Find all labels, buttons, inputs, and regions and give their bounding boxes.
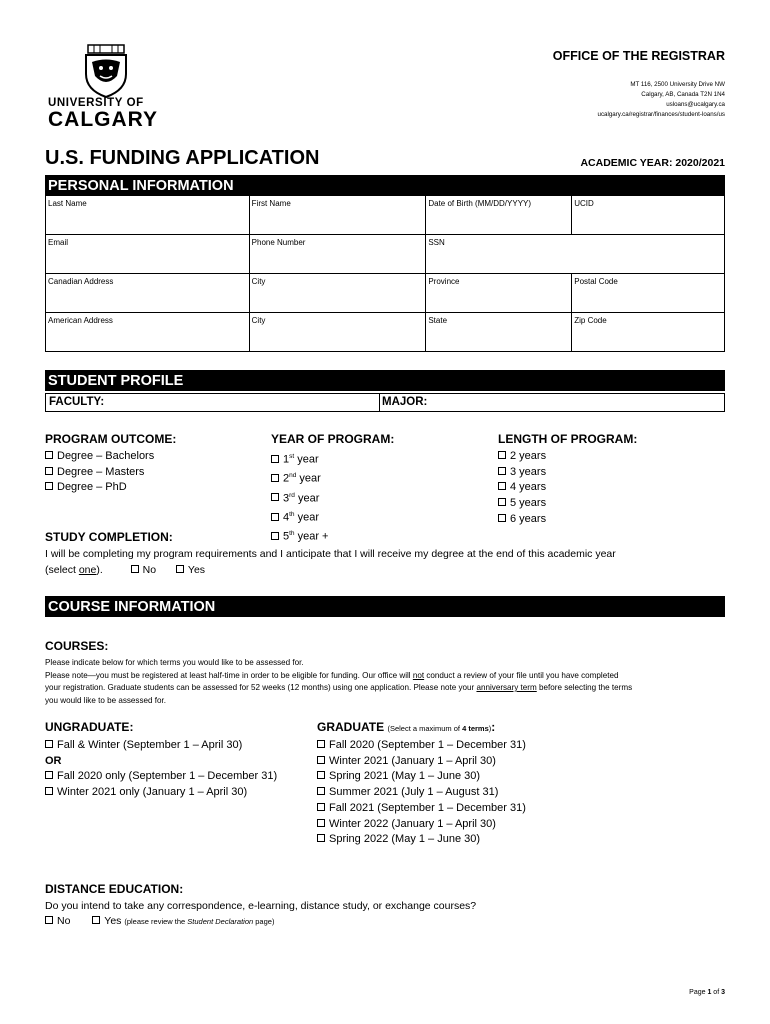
course-information-header: COURSE INFORMATION — [45, 596, 725, 617]
study-completion-select — [45, 564, 205, 576]
checkbox[interactable] — [92, 916, 100, 924]
checkbox-option[interactable] — [45, 465, 154, 481]
personal-information-header: PERSONAL INFORMATION — [45, 175, 725, 196]
checkbox-option[interactable] — [317, 817, 526, 833]
date-of-birth-field[interactable]: Date of Birth (MM/DD/YYYY) — [426, 196, 572, 235]
distance-education-heading: DISTANCE EDUCATION: — [45, 882, 184, 896]
year-of-program-heading: YEAR OF PROGRAM: — [271, 432, 395, 446]
address-line: MT 116, 2500 University Drive NW — [630, 81, 725, 88]
year-number: 4 — [283, 511, 290, 524]
option-label: 4 years — [510, 481, 547, 494]
email-link[interactable]: usloans@ucalgary.ca — [666, 101, 725, 108]
checkbox[interactable] — [45, 482, 53, 490]
option-label: Summer 2021 (July 1 – August 31) — [329, 786, 499, 799]
year-number: 2 — [283, 473, 290, 486]
option-label: 2 years — [510, 450, 547, 462]
option-label: Fall 2020 only (September 1 – December 31) — [57, 770, 278, 783]
or-label: OR — [45, 754, 62, 767]
page-current: 1 — [707, 989, 712, 996]
address-line: Calgary, AB, Canada T2N 1N4 — [641, 91, 725, 98]
option-label: Winter 2021 only (January 1 – April 30) — [57, 786, 248, 799]
checkbox[interactable] — [176, 565, 184, 573]
ssn-field[interactable]: SSN — [426, 235, 725, 274]
checkbox[interactable] — [317, 787, 325, 795]
program-outcome-options — [45, 449, 154, 496]
student-profile-header: STUDENT PROFILE — [45, 370, 725, 391]
year-number: 1 — [283, 453, 290, 466]
courses-heading: COURSES: — [45, 639, 109, 653]
length-of-program-heading: LENGTH OF PROGRAM: — [498, 432, 638, 446]
checkbox-option[interactable] — [45, 785, 277, 801]
page-total: 3 — [721, 989, 725, 996]
checkbox-option[interactable] — [317, 754, 526, 770]
checkbox-option[interactable] — [271, 449, 328, 468]
checkbox[interactable] — [45, 451, 53, 459]
completion-no-option[interactable] — [131, 564, 156, 576]
option-label: Winter 2022 (January 1 – April 30) — [329, 817, 496, 830]
option-label: Yes — [104, 915, 122, 927]
instruction-text-underlined: anniversary term — [476, 683, 537, 692]
distance-education-question: Do you intend to take any correspondence, e-learning, distance study, or exchange courses? — [45, 900, 477, 912]
zip-code-field[interactable]: Zip Code — [572, 313, 725, 352]
option-label: 6 years — [510, 512, 547, 525]
postal-code-field[interactable]: Postal Code — [572, 274, 725, 313]
option-label: No — [57, 915, 71, 927]
checkbox[interactable] — [271, 474, 279, 482]
email-field[interactable]: Email — [46, 235, 250, 274]
academic-year: ACADEMIC YEAR: 2020/2021 — [580, 157, 725, 169]
page-number — [689, 989, 725, 996]
checkbox-option[interactable] — [45, 449, 154, 465]
option-label: Fall 2020 (September 1 – December 31) — [329, 739, 526, 751]
checkbox[interactable] — [45, 787, 53, 795]
completion-yes-option[interactable] — [176, 564, 205, 576]
graduate-heading — [317, 720, 495, 734]
instruction-text-underlined: not — [412, 670, 425, 680]
major-field[interactable]: MAJOR: — [382, 396, 428, 408]
distance-no-option[interactable] — [45, 915, 70, 927]
checkbox-option[interactable] — [271, 488, 328, 507]
select-text: (select — [45, 564, 79, 576]
checkbox-option[interactable] — [317, 769, 526, 785]
year-of-program-options — [271, 449, 328, 546]
checkbox-option[interactable] — [317, 832, 526, 848]
note-text: (please review the — [124, 917, 188, 926]
checkbox[interactable] — [45, 740, 53, 748]
website-link[interactable]: ucalgary.ca/registrar/finances/student-loans/us — [597, 111, 725, 118]
checkbox-option[interactable] — [45, 738, 277, 754]
note-text: ) — [488, 724, 492, 733]
checkbox-option[interactable] — [498, 449, 546, 465]
instruction-text: before selecting the terms — [536, 683, 633, 692]
checkbox-option[interactable] — [498, 480, 546, 496]
checkbox[interactable] — [45, 467, 53, 475]
instruction-line: Please indicate below for which terms you would like to be assessed for. — [45, 658, 304, 667]
distance-yes-note — [124, 917, 274, 926]
graduate-label: GRADUATE — [317, 720, 385, 734]
instruction-line — [45, 682, 632, 695]
checkbox[interactable] — [317, 740, 325, 748]
instruction-text: Please note—you must be registered at least half-time in order to be eligible for funding. Our office will — [45, 670, 413, 680]
checkbox-option[interactable] — [271, 468, 328, 487]
colon: : — [491, 720, 496, 734]
program-outcome-heading: PROGRAM OUTCOME: — [45, 432, 177, 446]
instruction-line — [45, 670, 632, 683]
page-of: of — [711, 989, 722, 996]
checkbox[interactable] — [498, 451, 506, 459]
note-text: page) — [253, 917, 275, 926]
state-field[interactable]: State — [426, 313, 572, 352]
study-completion-heading: STUDY COMPLETION: — [45, 530, 173, 544]
faculty-field[interactable]: FACULTY: — [49, 396, 105, 408]
study-completion-statement: I will be completing my program requirements and I anticipate that I will receive my degree at the end of this academic year — [45, 548, 616, 560]
document-title: U.S. FUNDING APPLICATION — [45, 147, 320, 169]
option-label: year — [294, 453, 319, 466]
option-label: Spring 2022 (May 1 – June 30) — [329, 833, 481, 846]
option-label: year — [294, 492, 320, 505]
checkbox[interactable] — [131, 565, 139, 573]
checkbox[interactable] — [498, 482, 506, 490]
option-label: year — [294, 511, 320, 524]
checkbox[interactable] — [317, 819, 325, 827]
phone-number-field[interactable]: Phone Number — [249, 235, 426, 274]
option-label: 5 years — [510, 497, 547, 510]
distance-education-options — [45, 915, 274, 927]
option-label: Spring 2021 (May 1 – June 30) — [329, 770, 481, 783]
instruction-text: conduct a review of your file until you have completed — [424, 670, 619, 680]
option-label: Degree – Bachelors — [57, 450, 155, 462]
checkbox[interactable] — [317, 834, 325, 842]
checkbox[interactable] — [271, 493, 279, 501]
option-label: Fall & Winter (September 1 – April 30) — [57, 739, 243, 751]
select-text-underlined: one — [78, 564, 97, 576]
select-text: ). — [96, 564, 103, 576]
checkbox-option[interactable] — [45, 769, 277, 785]
checkbox-option[interactable] — [498, 512, 546, 528]
checkbox-option[interactable] — [317, 785, 526, 801]
note-italic: Student Declaration — [187, 917, 254, 926]
instruction-text: your registration. Graduate students can be assessed for 52 weeks (12 months) using one application. Please note your — [45, 683, 477, 692]
divider — [379, 394, 380, 412]
distance-yes-option[interactable] — [92, 915, 121, 927]
checkbox[interactable] — [271, 532, 279, 540]
year-number: 5 — [283, 531, 290, 544]
crest-icon — [82, 44, 130, 98]
checkbox[interactable] — [317, 771, 325, 779]
option-label: No — [142, 564, 157, 576]
checkbox[interactable] — [317, 803, 325, 811]
checkbox-option[interactable] — [271, 507, 328, 526]
option-label: Degree – PhD — [57, 481, 127, 494]
ordinal-suffix: rd — [289, 491, 295, 499]
option-label: Degree – Masters — [57, 465, 145, 478]
checkbox[interactable] — [317, 756, 325, 764]
length-of-program-options — [498, 449, 546, 528]
checkbox[interactable] — [498, 498, 506, 506]
last-name-field[interactable]: Last Name — [46, 196, 250, 235]
checkbox-option[interactable] — [271, 526, 328, 545]
page-label: Page — [689, 989, 708, 996]
faculty-major-row — [45, 393, 725, 412]
first-name-field[interactable]: First Name — [249, 196, 426, 235]
university-name-line1: UNIVERSITY OF — [48, 97, 144, 109]
office-address — [598, 80, 725, 120]
graduate-note — [387, 724, 491, 733]
courses-instructions — [45, 657, 632, 707]
year-number: 3 — [283, 492, 290, 505]
ordinal-suffix: st — [289, 453, 295, 460]
option-label: Yes — [187, 564, 206, 576]
undergraduate-options — [45, 738, 277, 801]
note-text: (Select a maximum of — [387, 724, 463, 733]
option-label: year — [296, 473, 321, 486]
university-name-line2: CALGARY — [48, 108, 159, 131]
checkbox-option[interactable] — [498, 465, 546, 481]
checkbox-option[interactable] — [45, 480, 154, 496]
ucid-field[interactable]: UCID — [572, 196, 725, 235]
ordinal-suffix: th — [289, 511, 295, 519]
city-field[interactable]: City — [249, 313, 426, 352]
checkbox[interactable] — [45, 771, 53, 779]
checkbox[interactable] — [45, 916, 53, 924]
undergraduate-heading: UNGRADUATE: — [45, 720, 134, 734]
checkbox[interactable] — [498, 467, 506, 475]
ordinal-suffix: nd — [289, 472, 297, 480]
city-field[interactable]: City — [249, 274, 426, 313]
note-emphasis: 4 terms — [462, 724, 489, 733]
option-label: year + — [294, 531, 329, 544]
province-field[interactable]: Province — [426, 274, 572, 313]
option-label: Fall 2021 (September 1 – December 31) — [329, 801, 526, 814]
american-address-field[interactable]: American Address — [46, 313, 250, 352]
option-label: 3 years — [510, 465, 547, 478]
checkbox[interactable] — [498, 514, 506, 522]
checkbox-option[interactable] — [498, 496, 546, 512]
graduate-options — [317, 738, 526, 848]
checkbox-option[interactable] — [317, 738, 526, 754]
personal-information-table — [45, 195, 725, 352]
instruction-line: you would like to be assessed for. — [45, 695, 167, 705]
ordinal-suffix: th — [289, 530, 295, 538]
office-title: OFFICE OF THE REGISTRAR — [552, 49, 725, 63]
option-label: Winter 2021 (January 1 – April 30) — [329, 754, 496, 767]
checkbox-option[interactable] — [317, 801, 526, 817]
checkbox[interactable] — [271, 455, 279, 463]
checkbox[interactable] — [271, 513, 279, 521]
canadian-address-field[interactable]: Canadian Address — [46, 274, 250, 313]
